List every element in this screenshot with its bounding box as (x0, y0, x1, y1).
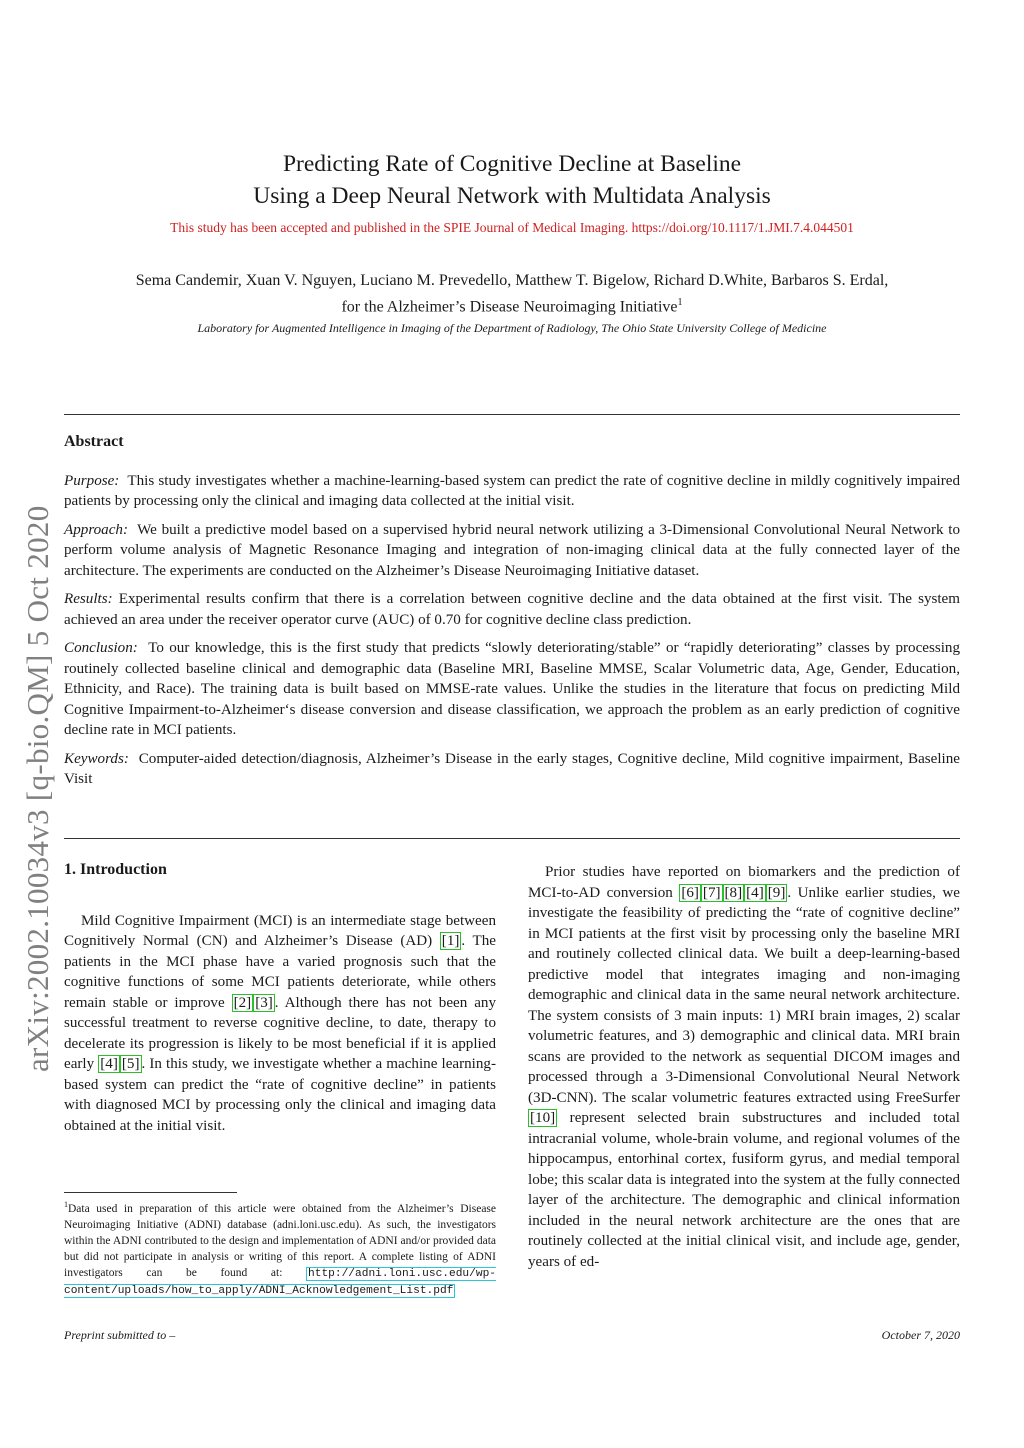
abstract-approach (64, 520, 960, 582)
approach-text: We built a predictive model based on a supervised hybrid neural network utilizing a 3-Dimensional Convolutional Neural Network to perform volume analysis of Magnetic Resonance Imaging and integration of non-imaging clinical data at the fully connected layer of the architecture. The experiments are conducted on the Alzheimer’s Disease Neuroimaging Initiative dataset. (64, 521, 960, 579)
citation-link[interactable]: [8] (724, 884, 743, 901)
citation-link[interactable]: [4] (746, 884, 764, 901)
right-column (528, 862, 960, 1272)
footnote-text: Data used in preparation of this article were obtained from the Alzheimer’s Disease Neuroimaging Initiative (ADNI) database (adni.loni.usc.edu). As such, the investigators within the ADNI contributed to the design and implementation of ADNI and/or provided data but did not participate in analysis or writing of this report. A complete listing of ADNI investigators can be found at: (64, 1202, 496, 1279)
left-column (64, 860, 496, 1136)
footnote-rule (64, 1192, 237, 1193)
affiliation: Laboratory for Augmented Intelligence in Imaging of the Department of Radiology, The Ohio State University College of Medicine (197, 321, 827, 335)
paper-title (0, 148, 1024, 212)
abstract-top-rule (64, 414, 960, 415)
publication-note: This study has been accepted and published in the SPIE Journal of Medical Imaging. https://doi.org/10.1117/1.JMI.7.4.044501 (170, 220, 854, 235)
arxiv-identifier-stamp: arXiv:2002.10034v3 [q-bio.QM] 5 Oct 2020 (20, 505, 55, 1072)
title-line-2: Using a Deep Neural Network with Multidata Analysis (253, 183, 771, 209)
abstract-results (64, 589, 960, 630)
purpose-text: This study investigates whether a machine-learning-based system can predict the rate of cognitive decline in mildly cognitively impaired patients by processing only the clinical and imaging data collected at the initial visit. (64, 472, 961, 509)
intro-p2-text-b: . Unlike earlier studies, we investigate the feasibility of predicting the “rate of cognitive decline” in MCI patients at the first visit by processing only the baseline MRI and routinely collected clinical data. We built a deep-learning-based predictive model that integrates imaging and non-imaging demographic and clinical data in the same neural network architecture. The system consists of 3 main inputs: 1) MRI brain images, 2) scalar volumetric features, and 3) demographic and clinical data. MRI brain scans are provided to the network as sequential DICOM images and processed through a 3-Dimensional Convolutional Neural Network (3D-CNN). The scalar volumetric features extracted using FreeSurfer (528, 884, 960, 1106)
abstract-keywords (64, 749, 960, 790)
citation-link[interactable]: [6] (681, 884, 699, 901)
footer-date: October 7, 2020 (881, 1328, 960, 1342)
abstract-conclusion (64, 638, 960, 741)
keywords-label: Keywords: (64, 750, 129, 767)
citation-link[interactable]: [7] (702, 884, 721, 901)
footer-preprint-note: Preprint submitted to – (64, 1328, 176, 1342)
authors-consortium: for the Alzheimer’s Disease Neuroimaging Initiative (341, 298, 678, 316)
author-footnote-mark: 1 (677, 297, 683, 308)
purpose-label: Purpose: (64, 472, 120, 489)
conclusion-label: Conclusion: (64, 640, 138, 656)
authors-line-1: Sema Candemir, Xuan V. Nguyen, Luciano M. Prevedello, Matthew T. Bigelow, Richard D.White, Barbaros S. Erdal, (135, 272, 889, 289)
footnote-mark: 1 (64, 1200, 68, 1209)
introduction-paragraph-1 (64, 911, 496, 1137)
introduction-paragraph-2 (528, 862, 960, 1272)
introduction-heading: 1. Introduction (64, 861, 167, 878)
results-text: Experimental results confirm that there is a correlation between cognitive decline and the data obtained at the first visit. The system achieved an area under the receiver operator curve (AUC) of 0.70 for cognitive decline class prediction. (64, 591, 960, 628)
intro-p1-text-b: . The patients in the MCI phase have a varied prognosis such that the cognitive functions of some MCI patients deteriorate, while others remain stable or improve (64, 933, 496, 1011)
citation-link[interactable]: [5] (121, 1056, 140, 1072)
abstract-purpose (64, 471, 960, 512)
citation-link[interactable]: [1] (441, 933, 460, 949)
citation-link[interactable]: [9] (767, 884, 786, 901)
approach-label: Approach: (64, 521, 128, 538)
intro-p1-text-d: . In this study, we investigate whether a machine learning-based system can predict the “rate of cognitive decline” in patients with diagnosed MCI by processing only the clinical and imaging data obtained at the initial visit. (64, 1056, 496, 1134)
citation-link[interactable]: [10] (530, 1110, 556, 1126)
title-line-1: Predicting Rate of Cognitive Decline at Baseline (282, 151, 742, 177)
citation-link[interactable]: [3] (255, 994, 273, 1011)
abstract-bottom-rule (64, 838, 960, 839)
abstract-heading: Abstract (64, 433, 124, 450)
results-label: Results: (64, 591, 113, 607)
abstract-section (64, 432, 960, 798)
intro-p1-text-c: . Although there has not been any successful treatment to reverse cognitive decline, to date, therapy to decelerate its progression is likely to be most beneficial if it is applied early (64, 994, 496, 1072)
conclusion-text: To our knowledge, this is the first study that predicts “slowly deteriorating/stable” or “rapidly deteriorating” classes by processing routinely collected baseline clinical and demographic data (Baseline MRI, Baseline MMSE, Scalar Volumetric data, Age, Gender, Education, Ethnicity, and Race). The training data is built based on MMSE-rate values. Unlike the studies in the literature that focus on predicting Mild Cognitive Impairment-to-Alzheimer‘s disease conversion and disease classification, we approach the problem as an early prediction of cognitive decline rate in MCI patients. (64, 640, 961, 738)
citation-link[interactable]: [2] (233, 994, 252, 1011)
keywords-text: Computer-aided detection/diagnosis, Alzheimer’s Disease in the early stages, Cognitive decline, Mild cognitive impairment, Baseline Visit (64, 750, 960, 787)
footnote (64, 1197, 496, 1299)
authors-line-2 (0, 292, 1024, 318)
intro-p1-text-a: Mild Cognitive Impairment (MCI) is an intermediate stage between Cognitively Normal (CN) and Alzheimer’s Disease (AD) (64, 912, 496, 949)
acknowledgement-url-link[interactable]: http://adni.loni.usc.edu/wp-content/uploads/how_to_apply/ADNI_Acknowledgement_List.pdf (64, 1267, 496, 1297)
author-list (0, 270, 1024, 318)
citation-link[interactable]: [4] (100, 1056, 118, 1072)
intro-p2-text-a: Prior studies have reported on biomarkers and the prediction of MCI-to-AD conversion (528, 864, 960, 901)
intro-p2-text-c: represent selected brain substructures and included total intracranial volume, whole-brain volume, and regional volumes of the hippocampus, entorhinal cortex, fusiform gyrus, and medial temporal lobe; this scalar data is integrated into the system at the fully connected layer of the architecture. The demographic and clinical information included in the neural network architecture are the ones that are routinely collected at the initial clinical visit, and include age, gender, years of ed- (528, 1110, 960, 1270)
